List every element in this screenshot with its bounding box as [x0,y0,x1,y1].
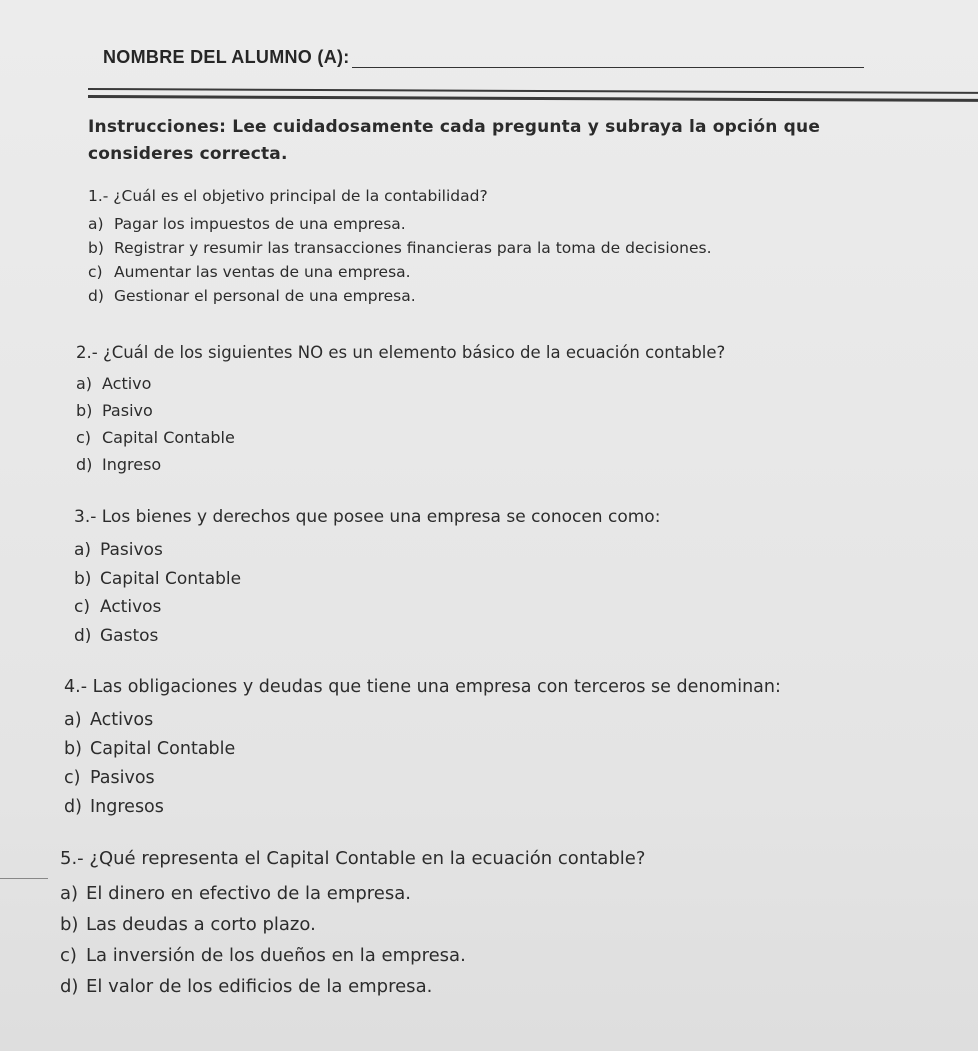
option-b[interactable]: b) Pasivo [76,401,153,420]
question-text: 5.- ¿Qué representa el Capital Contable en la ecuación contable? [60,848,646,869]
option-b[interactable]: b) Registrar y resumir las transacciones financieras para la toma de decisiones. [88,239,712,257]
option-a[interactable]: a) Activos [64,710,154,730]
option-c[interactable]: c) Aumentar las ventas de una empresa. [88,263,411,281]
option-d[interactable]: d) Ingresos [64,797,164,817]
option-d[interactable]: d) Ingreso [76,455,162,474]
question-3 [74,507,660,650]
option-a[interactable]: a) El dinero en efectivo de la empresa. [60,883,411,904]
student-name-label: NOMBRE DEL ALUMNO (A): [103,47,350,67]
question-2 [76,343,725,478]
instructions-text: Instrucciones: Lee cuidadosamente cada pregunta y subraya la opción que consideres correcta. [88,117,821,164]
margin-line [0,878,48,879]
option-a[interactable]: a) Pagar los impuestos de una empresa. [88,215,406,233]
option-b[interactable]: b) Capital Contable [64,739,236,759]
header-divider-top [88,88,978,94]
header-divider-bottom [88,95,978,102]
question-4 [64,677,781,822]
option-d[interactable]: d) Gestionar el personal de una empresa. [88,287,416,305]
question-text: 4.- Las obligaciones y deudas que tiene una empresa con terceros se denominan: [64,677,781,697]
question-text: 1.- ¿Cuál es el objetivo principal de la contabilidad? [88,187,488,205]
question-1 [88,187,712,308]
option-d[interactable]: d) Gastos [74,625,159,646]
option-d[interactable]: d) El valor de los edificios de la empresa. [60,976,433,997]
question-text: 3.- Los bienes y derechos que posee una empresa se conocen como: [74,507,661,527]
question-text: 2.- ¿Cuál de los siguientes NO es un elemento básico de la ecuación contable? [76,343,726,362]
option-c[interactable]: c) Capital Contable [76,428,235,447]
option-b[interactable]: b) Las deudas a corto plazo. [60,914,316,935]
student-name-blank[interactable] [352,49,864,68]
option-c[interactable]: c) La inversión de los dueños en la empresa. [60,945,466,966]
question-5 [60,848,645,1002]
option-c[interactable]: c) Pasivos [64,768,155,788]
student-name-row [103,47,864,68]
option-a[interactable]: a) Pasivos [74,540,163,560]
option-c[interactable]: c) Activos [74,597,162,617]
option-a[interactable]: a) Activo [76,374,152,393]
option-b[interactable]: b) Capital Contable [74,568,242,589]
